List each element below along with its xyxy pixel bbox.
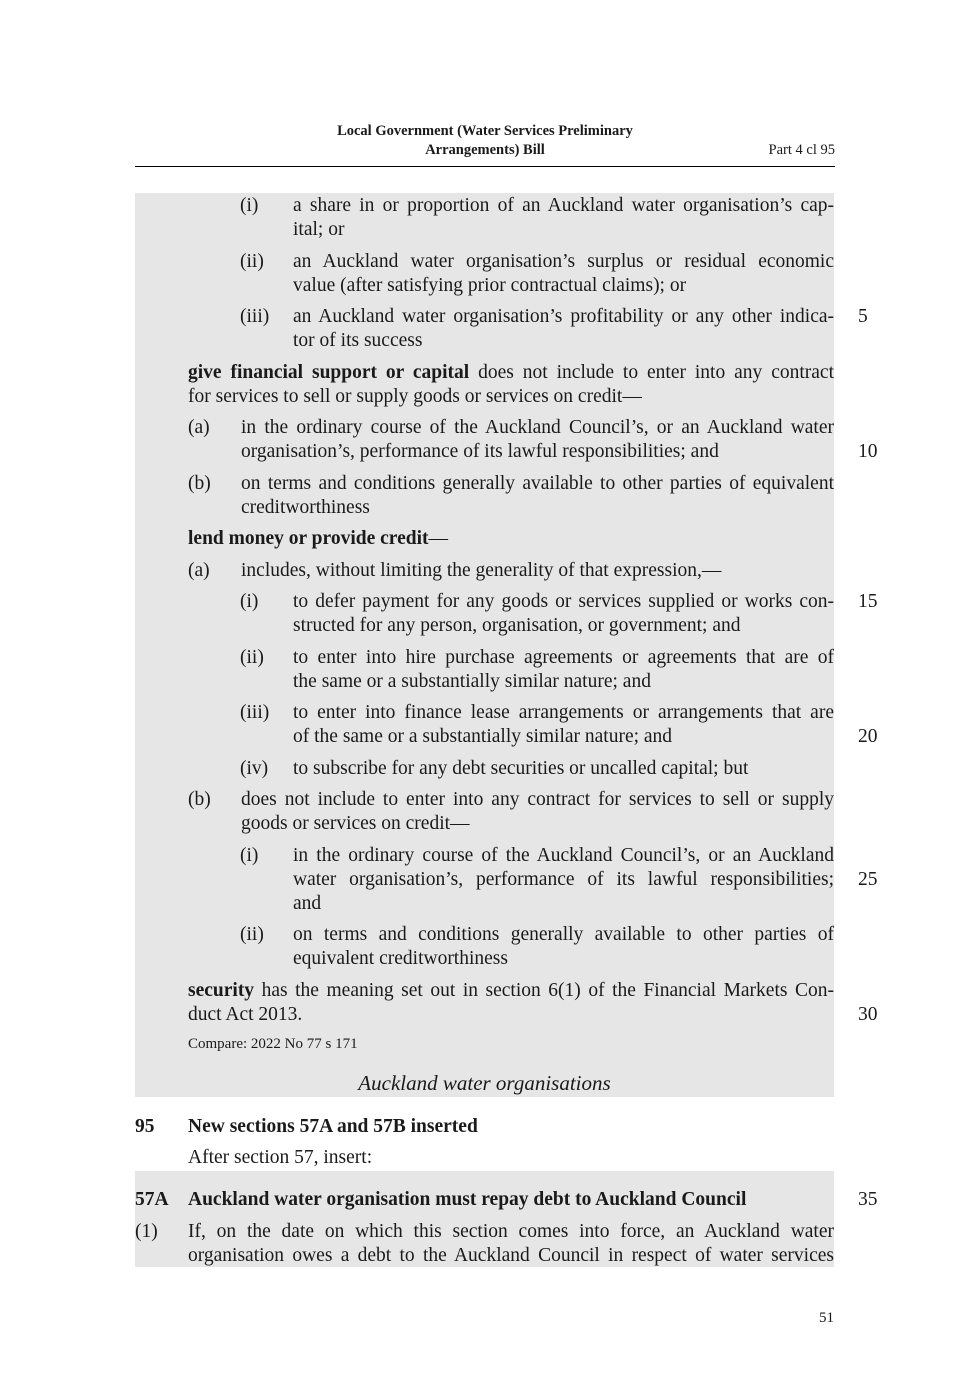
item-label: (b) xyxy=(188,789,211,810)
item-label: (i) xyxy=(240,195,259,216)
definition-text: does not include to enter into any contract xyxy=(478,362,835,383)
section-number: 57A xyxy=(135,1189,169,1210)
line-number: 10 xyxy=(858,441,878,462)
item-text-line: creditworthiness xyxy=(241,497,370,518)
item-text-line: and xyxy=(293,893,322,914)
item-label: (i) xyxy=(240,591,259,612)
item-text-line: to enter into finance lease arrangements or arrangements that are xyxy=(293,702,834,723)
item-text-line: value (after satisfying prior contractual claims); or xyxy=(293,275,687,296)
item-label: (iii) xyxy=(240,702,270,723)
header-title-line2: Arrangements) Bill xyxy=(425,142,545,158)
item-label: (a) xyxy=(188,417,210,438)
item-label: (iii) xyxy=(240,306,270,327)
item-text-line: does not include to enter into any contract for services to sell or supply xyxy=(241,789,834,810)
item-text-line: on terms and conditions generally available to other parties of xyxy=(293,924,834,945)
item-label: (ii) xyxy=(240,647,264,668)
running-header xyxy=(135,120,835,167)
section-heading: Auckland water organisation must repay debt to Auckland Council xyxy=(188,1189,747,1210)
item-text-line: structed for any person, organisation, or government; and xyxy=(293,615,741,636)
item-text-line: the same or a substantially similar nature; and xyxy=(293,671,651,692)
definition-dash: — xyxy=(428,528,448,549)
item-label: (b) xyxy=(188,473,211,494)
defined-term: security xyxy=(188,980,255,1001)
subsection-label: (1) xyxy=(135,1221,158,1242)
definition-line: for services to sell or supply goods or services on credit— xyxy=(188,386,642,407)
item-label: (i) xyxy=(240,845,259,866)
line-number: 20 xyxy=(858,726,878,747)
item-text-line: includes, without limiting the generality of that expression,— xyxy=(241,560,722,581)
item-text-line: tor of its success xyxy=(293,330,423,351)
item-label: (a) xyxy=(188,560,210,581)
item-text-line: in the ordinary course of the Auckland Council’s, or an Auckland xyxy=(293,845,834,866)
item-text-line: water organisation’s, performance of its lawful responsibilities; xyxy=(293,869,834,890)
definition-line xyxy=(188,979,834,1003)
item-text-line: goods or services on credit— xyxy=(241,813,470,834)
subsection-text-line: organisation owes a debt to the Auckland Council in respect of water services xyxy=(188,1245,834,1266)
item-text-line: equivalent creditworthiness xyxy=(293,948,508,969)
page-number: 51 xyxy=(819,1310,834,1326)
item-text-line: to enter into hire purchase agreements or agreements that are of xyxy=(293,647,834,668)
definition-line xyxy=(188,361,834,385)
definition-text: has the meaning set out in section 6(1) of the Financial Markets Con- xyxy=(261,980,835,1001)
cross-heading: Auckland water organisations xyxy=(358,1071,611,1095)
item-label: (ii) xyxy=(240,251,264,272)
compare-note: Compare: 2022 No 77 s 171 xyxy=(188,1036,358,1052)
header-part-ref: Part 4 cl 95 xyxy=(768,142,835,158)
definition-line: duct Act 2013. xyxy=(188,1004,303,1025)
line-number: 5 xyxy=(858,306,868,327)
item-label: (iv) xyxy=(240,758,269,779)
item-text-line: organisation’s, performance of its lawful responsibilities; and xyxy=(241,441,719,462)
header-title-line1: Local Government (Water Services Preliminary xyxy=(337,123,633,139)
item-text-line: in the ordinary course of the Auckland Council’s, or an Auckland water xyxy=(241,417,834,438)
item-text-line: of the same or a substantially similar nature; and xyxy=(293,726,673,747)
item-text-line: ital; or xyxy=(293,219,345,240)
header-title xyxy=(135,122,835,160)
line-number: 30 xyxy=(858,1004,878,1025)
item-text-line: an Auckland water organisation’s surplus or residual economic xyxy=(293,251,834,272)
section-number: 95 xyxy=(135,1116,155,1137)
item-text-line: on terms and conditions generally available to other parties of equivalent xyxy=(241,473,834,494)
item-text-line: a share in or proportion of an Auckland water organisation’s cap- xyxy=(293,195,834,216)
line-number: 15 xyxy=(858,591,878,612)
definition-line xyxy=(188,527,448,551)
item-text-line: to subscribe for any debt securities or uncalled capital; but xyxy=(293,758,749,779)
section-heading: New sections 57A and 57B inserted xyxy=(188,1116,478,1137)
line-number: 35 xyxy=(858,1189,878,1210)
line-number: 25 xyxy=(858,869,878,890)
item-text-line: to defer payment for any goods or services supplied or works con- xyxy=(293,591,834,612)
subsection-text-line: If, on the date on which this section comes into force, an Auckland water xyxy=(188,1221,834,1242)
section-text: After section 57, insert: xyxy=(188,1147,373,1168)
item-text-line: an Auckland water organisation’s profitability or any other indica- xyxy=(293,306,834,327)
item-label: (ii) xyxy=(240,924,264,945)
defined-term: give financial support or capital xyxy=(188,362,470,383)
defined-term: lend money or provide credit xyxy=(188,528,429,549)
